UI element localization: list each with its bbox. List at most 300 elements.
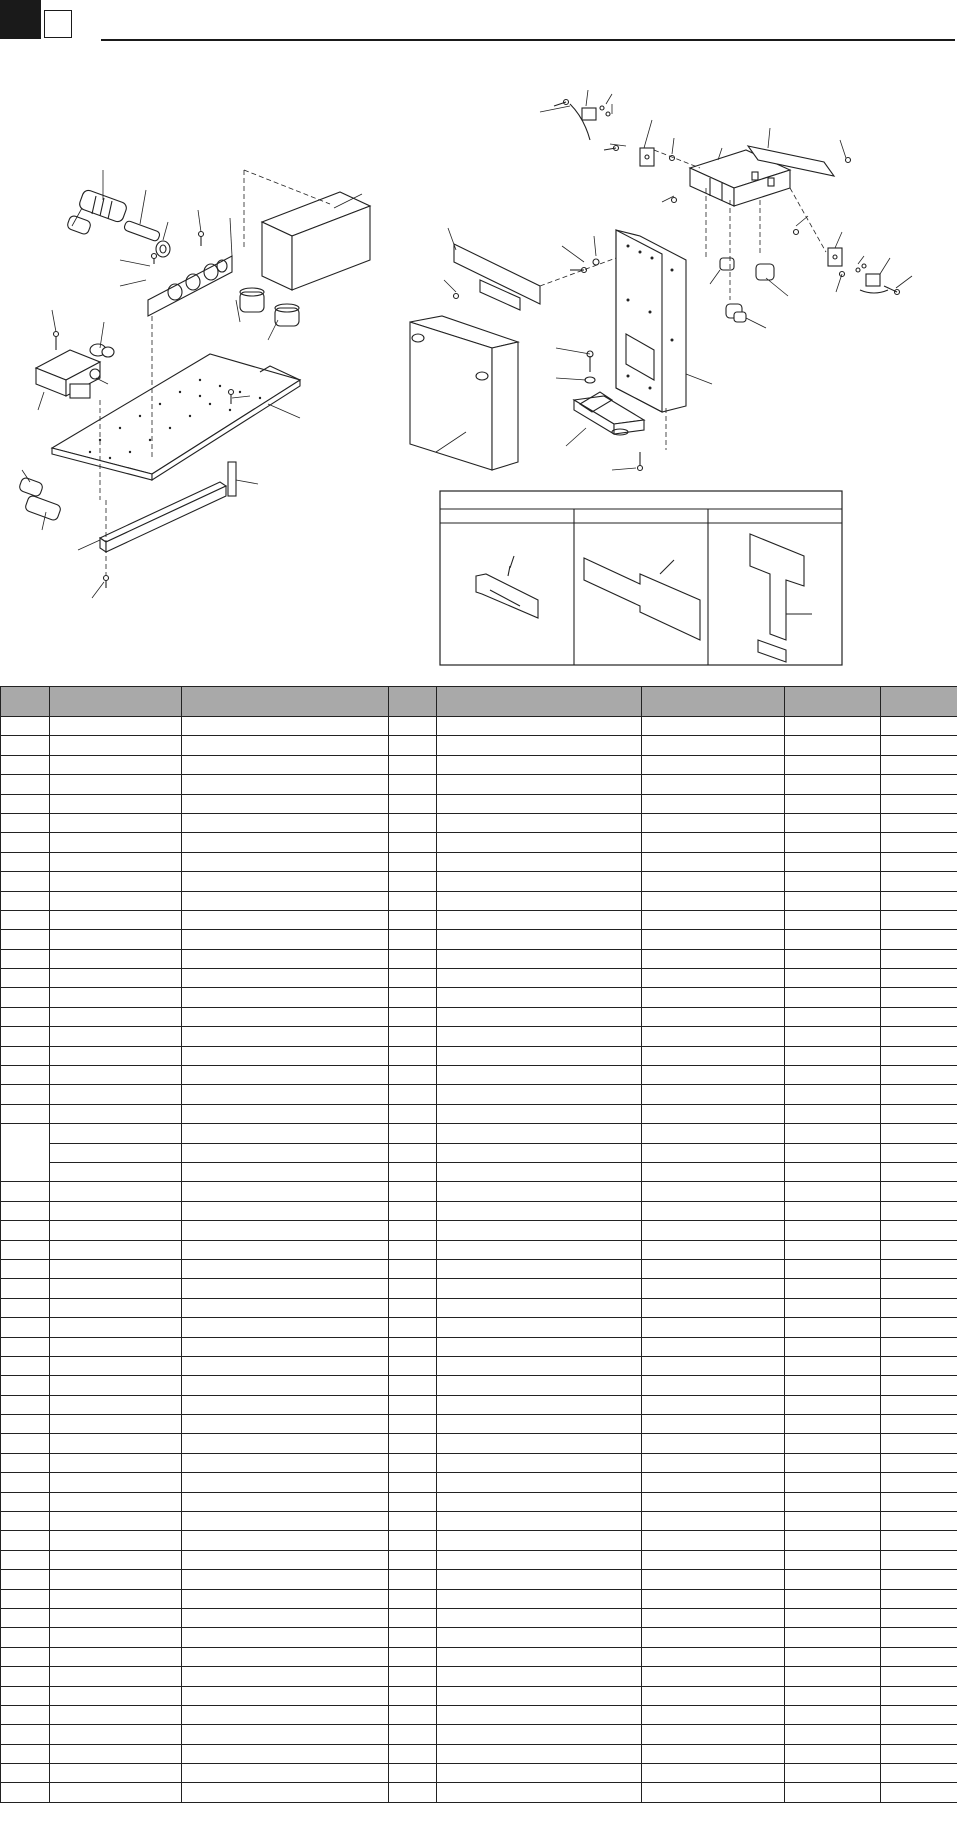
- table-row: [1, 1492, 957, 1511]
- table-cell: [785, 1686, 881, 1705]
- table-row: [1, 1356, 957, 1375]
- variant-b-bracket: [584, 558, 700, 640]
- table-cell: [182, 1434, 389, 1453]
- table-cell: [642, 930, 785, 949]
- table-cell: [182, 794, 389, 813]
- table-cell: [50, 1667, 182, 1686]
- table-cell: [881, 1298, 957, 1317]
- table-cell: [642, 852, 785, 871]
- table-cell: [437, 1104, 642, 1123]
- table-cell: [1, 910, 50, 929]
- table-cell: [437, 1066, 642, 1085]
- table-cell: [881, 1337, 957, 1356]
- table-cell: [642, 775, 785, 794]
- table-cell: [389, 1259, 437, 1278]
- table-cell: [642, 1647, 785, 1666]
- table-cell: [389, 1376, 437, 1395]
- table-cell: [182, 1143, 389, 1162]
- table-cell: [389, 1667, 437, 1686]
- table-row: [1, 1744, 957, 1763]
- table-cell: [182, 1356, 389, 1375]
- table-row: [1, 1764, 957, 1783]
- table-cell: [881, 1667, 957, 1686]
- table-cell: [881, 949, 957, 968]
- table-cell: [642, 1667, 785, 1686]
- table-cell: [785, 717, 881, 736]
- table-cell: [785, 1589, 881, 1608]
- table-cell: [437, 1046, 642, 1065]
- parts-table: [0, 686, 957, 1803]
- table-cell: [1, 794, 50, 813]
- table-cell: [1, 833, 50, 852]
- table-cell: [389, 736, 437, 755]
- table-cell: [642, 1259, 785, 1278]
- table-cell: [182, 949, 389, 968]
- table-cell: [881, 852, 957, 871]
- table-cell: [389, 910, 437, 929]
- table-cell: [1, 1201, 50, 1220]
- table-row: [1, 1337, 957, 1356]
- table-cell: [389, 988, 437, 1007]
- table-cell: [182, 1628, 389, 1647]
- table-cell: [50, 1046, 182, 1065]
- table-cell: [389, 852, 437, 871]
- table-cell: [785, 1162, 881, 1181]
- table-cell: [182, 1647, 389, 1666]
- table-cell: [389, 872, 437, 891]
- table-row: [1, 1376, 957, 1395]
- table-cell: [437, 1705, 642, 1724]
- table-cell: [785, 1279, 881, 1298]
- table-cell: [1, 1434, 50, 1453]
- column-header: [182, 687, 389, 717]
- table-cell: [50, 1783, 182, 1802]
- table-cell: [50, 1550, 182, 1569]
- table-cell: [437, 1647, 642, 1666]
- table-cell: [50, 969, 182, 988]
- table-row: [1, 794, 957, 813]
- table-cell: [50, 1240, 182, 1259]
- table-cell: [182, 1182, 389, 1201]
- table-cell: [785, 969, 881, 988]
- variants-panel: [440, 491, 842, 665]
- table-row: [1, 1473, 957, 1492]
- table-cell: [437, 1240, 642, 1259]
- table-cell: [881, 1395, 957, 1414]
- table-cell: [785, 755, 881, 774]
- table-cell: [642, 1628, 785, 1647]
- table-cell: [437, 988, 642, 1007]
- table-cell: [389, 755, 437, 774]
- table-row: [1, 1628, 957, 1647]
- table-cell: [1, 1550, 50, 1569]
- table-cell: [437, 1686, 642, 1705]
- table-cell: [1, 755, 50, 774]
- table-cell: [50, 1279, 182, 1298]
- table-cell: [785, 1725, 881, 1744]
- table-cell: [389, 1686, 437, 1705]
- table-cell: [182, 930, 389, 949]
- table-cell: [389, 1783, 437, 1802]
- elbow-fittings: [720, 258, 774, 322]
- table-row: [1, 1453, 957, 1472]
- table-cell: [1, 1259, 50, 1278]
- table-cell: [785, 1783, 881, 1802]
- table-cell: [785, 736, 881, 755]
- table-cell: [437, 833, 642, 852]
- exploded-parts-diagram: [0, 0, 957, 680]
- table-cell: [881, 736, 957, 755]
- table-cell: [1, 1027, 50, 1046]
- column-header: [1, 687, 50, 717]
- cover-box: [262, 192, 370, 290]
- table-cell: [1, 949, 50, 968]
- table-cell: [50, 949, 182, 968]
- table-cell: [182, 1415, 389, 1434]
- table-cell: [182, 1085, 389, 1104]
- table-cell: [642, 1337, 785, 1356]
- table-cell: [1, 1764, 50, 1783]
- table-cell: [881, 1124, 957, 1143]
- end-plate-left: [640, 148, 654, 166]
- table-row: [1, 1124, 957, 1143]
- table-cell: [50, 736, 182, 755]
- table-cell: [881, 1046, 957, 1065]
- table-row: [1, 813, 957, 832]
- table-cell: [437, 910, 642, 929]
- table-row: [1, 1162, 957, 1181]
- table-cell: [881, 1415, 957, 1434]
- table-cell: [785, 1376, 881, 1395]
- table-cell: [182, 969, 389, 988]
- table-cell: [389, 1124, 437, 1143]
- table-cell: [182, 1550, 389, 1569]
- table-cell: [881, 1240, 957, 1259]
- table-cell: [881, 930, 957, 949]
- table-cell: [1, 930, 50, 949]
- table-row: [1, 1279, 957, 1298]
- table-cell: [1, 1744, 50, 1763]
- table-cell: [881, 1647, 957, 1666]
- table-cell: [437, 1589, 642, 1608]
- table-cell: [50, 872, 182, 891]
- table-cell: [182, 1512, 389, 1531]
- table-cell: [437, 1628, 642, 1647]
- table-cell: [437, 1201, 642, 1220]
- table-cell: [785, 891, 881, 910]
- table-cell: [437, 1259, 642, 1278]
- table-cell: [1, 717, 50, 736]
- table-cell: [182, 1201, 389, 1220]
- table-cell: [389, 1512, 437, 1531]
- table-row: [1, 910, 957, 929]
- table-cell: [50, 1453, 182, 1472]
- table-cell: [642, 1453, 785, 1472]
- table-cell: [1, 1628, 50, 1647]
- table-cell: [881, 1725, 957, 1744]
- table-cell: [881, 988, 957, 1007]
- table-cell: [785, 1298, 881, 1317]
- table-cell: [881, 813, 957, 832]
- table-cell: [437, 1434, 642, 1453]
- table-cell: [1, 1298, 50, 1317]
- table-cell: [642, 1531, 785, 1550]
- table-cell: [182, 1744, 389, 1763]
- table-cell: [389, 1453, 437, 1472]
- table-cell: [881, 1143, 957, 1162]
- table-cell: [642, 1182, 785, 1201]
- table-cell: [642, 833, 785, 852]
- table-cell: [389, 891, 437, 910]
- table-cell: [785, 852, 881, 871]
- table-cell: [642, 1473, 785, 1492]
- table-cell: [642, 1221, 785, 1240]
- table-cell: [437, 755, 642, 774]
- upper-bracket: [454, 244, 540, 310]
- table-cell: [1, 1473, 50, 1492]
- table-cell: [881, 1279, 957, 1298]
- table-cell: [1, 813, 50, 832]
- table-cell: [642, 1162, 785, 1181]
- table-cell: [642, 1356, 785, 1375]
- column-header: [785, 687, 881, 717]
- table-cell: [182, 1221, 389, 1240]
- table-cell: [389, 1647, 437, 1666]
- table-cell: [785, 1356, 881, 1375]
- table-cell: [785, 1143, 881, 1162]
- table-cell: [642, 1744, 785, 1763]
- table-cell: [1, 1492, 50, 1511]
- table-cell: [50, 1744, 182, 1763]
- table-cell: [785, 1705, 881, 1724]
- table-cell: [182, 1259, 389, 1278]
- top-clip: [570, 104, 610, 140]
- table-cell: [50, 813, 182, 832]
- table-cell: [785, 1221, 881, 1240]
- table-cell: [881, 1007, 957, 1026]
- table-cell: [389, 813, 437, 832]
- table-row: [1, 1201, 957, 1220]
- table-cell: [1, 1453, 50, 1472]
- table-cell: [389, 794, 437, 813]
- table-row: [1, 736, 957, 755]
- table-cell: [642, 1143, 785, 1162]
- table-cell: [642, 949, 785, 968]
- table-cell: [785, 1104, 881, 1123]
- table-cell: [182, 1570, 389, 1589]
- table-cell: [881, 1356, 957, 1375]
- table-cell: [785, 1744, 881, 1763]
- table-row: [1, 852, 957, 871]
- table-cell: [50, 833, 182, 852]
- table-cell: [642, 1608, 785, 1627]
- table-cell: [1, 1589, 50, 1608]
- table-row: [1, 1705, 957, 1724]
- table-cell: [389, 1570, 437, 1589]
- table-cell: [437, 1531, 642, 1550]
- table-cell: [1, 1046, 50, 1065]
- table-cell: [50, 1434, 182, 1453]
- table-cell: [1, 1570, 50, 1589]
- table-cell: [881, 1608, 957, 1627]
- table-cell: [437, 1182, 642, 1201]
- table-cell: [642, 736, 785, 755]
- table-cell: [389, 1744, 437, 1763]
- table-cell: [389, 1628, 437, 1647]
- table-row: [1, 1589, 957, 1608]
- table-cell: [50, 1531, 182, 1550]
- table-cell: [437, 1667, 642, 1686]
- table-cell: [389, 1143, 437, 1162]
- table-cell: [389, 1007, 437, 1026]
- table-cell: [50, 1395, 182, 1414]
- table-cell: [881, 910, 957, 929]
- table-row: [1, 1104, 957, 1123]
- table-cell: [642, 794, 785, 813]
- table-cell: [437, 1415, 642, 1434]
- table-cell: [785, 1318, 881, 1337]
- table-cell: [389, 1066, 437, 1085]
- table-cell: [389, 1705, 437, 1724]
- table-cell: [642, 1201, 785, 1220]
- table-cell: [437, 1221, 642, 1240]
- table-cell: [642, 1570, 785, 1589]
- table-cell: [642, 1318, 785, 1337]
- table-cell: [881, 969, 957, 988]
- table-cell: [389, 930, 437, 949]
- table-cell: [881, 1570, 957, 1589]
- table-cell: [50, 1608, 182, 1627]
- table-row: [1, 1007, 957, 1026]
- table-cell: [437, 1744, 642, 1763]
- table-cell: [437, 1124, 642, 1143]
- table-cell: [785, 1453, 881, 1472]
- table-cell: [50, 1124, 182, 1143]
- table-cell: [1, 1066, 50, 1085]
- table-cell: [182, 1298, 389, 1317]
- table-cell: [437, 1162, 642, 1181]
- table-cell: [785, 910, 881, 929]
- table-cell: [389, 1318, 437, 1337]
- table-cell: [785, 1066, 881, 1085]
- table-cell: [182, 1046, 389, 1065]
- table-cell: [642, 1783, 785, 1802]
- table-cell: [389, 1085, 437, 1104]
- table-cell: [1, 1415, 50, 1434]
- table-cell: [642, 755, 785, 774]
- table-cell: [182, 736, 389, 755]
- table-cell: [389, 1395, 437, 1414]
- table-cell: [642, 1415, 785, 1434]
- table-cell: [642, 717, 785, 736]
- table-cell: [1, 1337, 50, 1356]
- table-cell: [785, 1027, 881, 1046]
- table-cell: [182, 1279, 389, 1298]
- table-cell: [785, 1570, 881, 1589]
- table-cell: [642, 1376, 785, 1395]
- table-cell: [437, 930, 642, 949]
- table-cell: [389, 1240, 437, 1259]
- table-cell: [182, 1007, 389, 1026]
- table-cell: [1, 872, 50, 891]
- table-row: [1, 1143, 957, 1162]
- table-cell: [785, 1201, 881, 1220]
- table-cell: [389, 1725, 437, 1744]
- table-row: [1, 1182, 957, 1201]
- table-cell: [881, 1705, 957, 1724]
- column-header: [437, 687, 642, 717]
- table-cell: [785, 930, 881, 949]
- table-cell: [437, 1318, 642, 1337]
- table-cell: [389, 775, 437, 794]
- table-cell: [1, 1783, 50, 1802]
- right-assembly: [410, 90, 912, 471]
- table-cell: [881, 1221, 957, 1240]
- table-row: [1, 1686, 957, 1705]
- table-cell: [437, 1279, 642, 1298]
- mounting-bracket: [148, 256, 232, 316]
- table-cell: [1, 1356, 50, 1375]
- table-cell: [1, 891, 50, 910]
- table-cell: [437, 1453, 642, 1472]
- table-cell: [1, 736, 50, 755]
- table-cell: [642, 813, 785, 832]
- table-cell: [50, 1356, 182, 1375]
- table-cell: [881, 1104, 957, 1123]
- parts-table-body: [1, 717, 957, 1803]
- support-bar: [100, 462, 236, 552]
- table-cell: [437, 1027, 642, 1046]
- table-row: [1, 1240, 957, 1259]
- table-row: [1, 872, 957, 891]
- table-cell: [785, 1531, 881, 1550]
- table-cell: [1, 852, 50, 871]
- table-cell: [389, 1104, 437, 1123]
- table-cell: [182, 1725, 389, 1744]
- table-cell: [1, 1240, 50, 1259]
- table-cell: [881, 1531, 957, 1550]
- table-cell: [437, 1608, 642, 1627]
- table-cell: [182, 1453, 389, 1472]
- table-row: [1, 1725, 957, 1744]
- table-cell: [881, 1259, 957, 1278]
- table-cell: [389, 717, 437, 736]
- table-cell: [389, 969, 437, 988]
- table-cell: [785, 1007, 881, 1026]
- table-cell: [642, 1686, 785, 1705]
- table-cell: [1, 1725, 50, 1744]
- table-cell: [437, 775, 642, 794]
- table-cell: [1, 1705, 50, 1724]
- table-cell: [389, 1434, 437, 1453]
- table-cell: [785, 1492, 881, 1511]
- table-cell: [389, 1550, 437, 1569]
- table-header-row: [1, 687, 957, 717]
- table-cell: [881, 1512, 957, 1531]
- table-cell: [182, 755, 389, 774]
- table-cell: [642, 1550, 785, 1569]
- table-cell: [881, 891, 957, 910]
- table-cell: [182, 1240, 389, 1259]
- table-cell: [642, 1298, 785, 1317]
- table-row: [1, 775, 957, 794]
- table-cell: [182, 1376, 389, 1395]
- table-cell: [785, 813, 881, 832]
- table-row: [1, 988, 957, 1007]
- table-cell: [642, 891, 785, 910]
- table-cell: [437, 852, 642, 871]
- table-cell: [785, 1240, 881, 1259]
